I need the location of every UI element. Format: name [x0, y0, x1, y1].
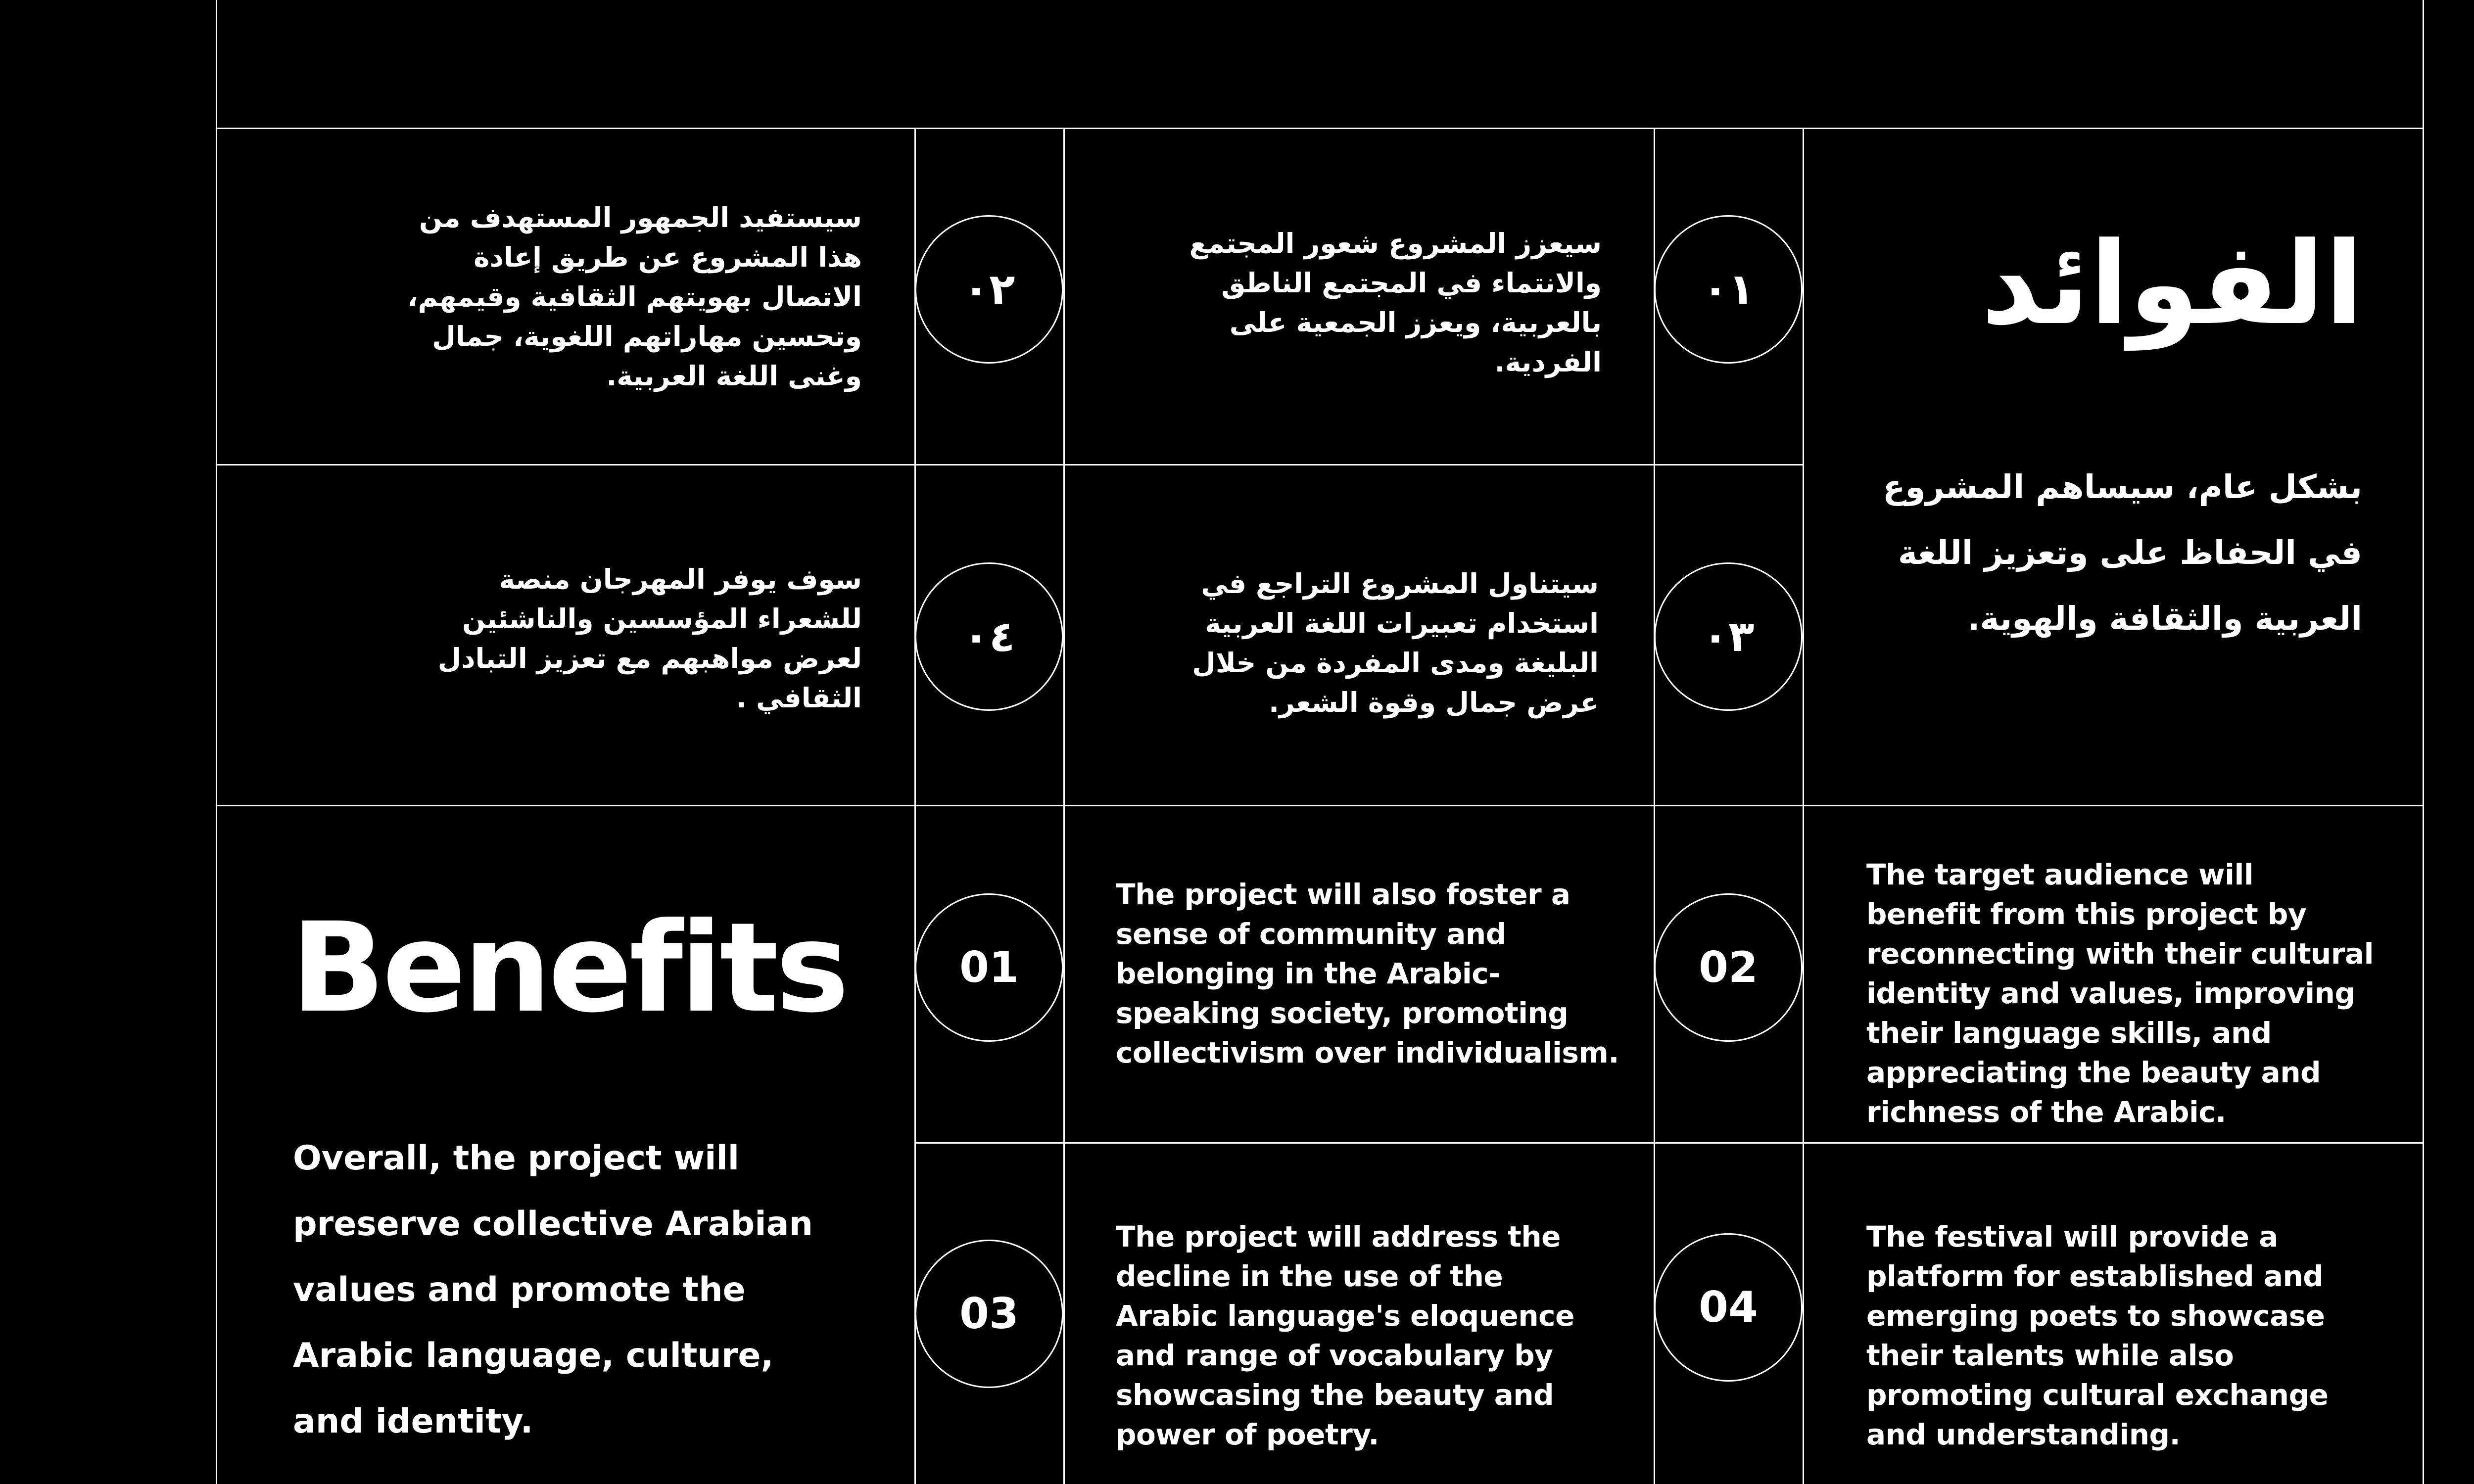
item-number: 04	[1699, 1283, 1758, 1332]
english-section-title: Benefits	[291, 896, 847, 1040]
arabic-item-text: سيستفيد الجمهور المستهدف من هذا المشروع عن طريق إعادة الاتصال بهويتهم الثقافية وقيمهم، وتحسين مهاراتهم اللغوية، جمال وغنى اللغة العربية.	[407, 202, 862, 392]
number-circle	[1654, 562, 1803, 711]
number-circle	[1654, 893, 1803, 1042]
english-item-text: The project will also foster a sense of community and belonging in the Arabic-speaking society, promoting collectivism over individualism.	[1116, 878, 1619, 1069]
number-circle	[1654, 1233, 1803, 1382]
english-item-text: The project will address the decline in the use of the Arabic language's eloquence and range of vocabulary by showcasing the beauty and power of poetry.	[1116, 1220, 1574, 1451]
grid-line	[216, 805, 2424, 806]
number-circle	[1654, 215, 1803, 364]
grid-line	[216, 0, 217, 1484]
english-item-text: The festival will provide a platform for established and emerging poets to showcase their talents while also promoting cultural exchange and understanding.	[1866, 1220, 2329, 1451]
english-section-intro: Overall, the project will preserve collective Arabian values and promote the Arabic language, culture, and identity.	[293, 1139, 813, 1441]
grid-line	[914, 1142, 2424, 1144]
item-number: 02	[1699, 943, 1758, 992]
number-circle	[915, 893, 1063, 1042]
grid-line	[2423, 0, 2424, 1484]
item-number: 01	[959, 943, 1019, 992]
item-number: 03	[959, 1289, 1019, 1339]
arabic-section-intro: بشكل عام، سيساهم المشروع في الحفاظ على وتعزيز اللغة العربية والثقافة والهوية.	[1883, 468, 2362, 638]
item-number: ٠٤	[963, 612, 1015, 661]
number-circle	[915, 562, 1063, 711]
number-circle	[915, 215, 1063, 364]
number-circle	[915, 1240, 1063, 1388]
arabic-item-text: سيتناول المشروع التراجع في استخدام تعبيرات اللغة العربية البليغة ومدى المفردة من خلال عرض جمال وقوة الشعر.	[1192, 568, 1599, 718]
arabic-section-title: الفوائد	[1981, 218, 2364, 350]
grid-line	[216, 464, 1804, 465]
arabic-item-text: سيعزز المشروع شعور المجتمع والانتماء في المجتمع الناطق بالعربية، ويعزز الجمعية على الفردية.	[1189, 228, 1602, 378]
item-number: ٠٢	[963, 265, 1015, 314]
grid-line	[216, 128, 2424, 129]
english-item-text: The target audience will benefit from this project by reconnecting with their cultural identity and values, improving their language skills, and appreciating the beauty and richness of the Arabic.	[1866, 858, 2374, 1129]
item-number: ٠١	[1702, 265, 1755, 314]
arabic-item-text: سوف يوفر المهرجان منصة للشعراء المؤسسين والناشئين لعرض مواهبهم مع تعزيز التبادل الثقافي .	[437, 563, 862, 714]
item-number: ٠٣	[1702, 612, 1755, 661]
